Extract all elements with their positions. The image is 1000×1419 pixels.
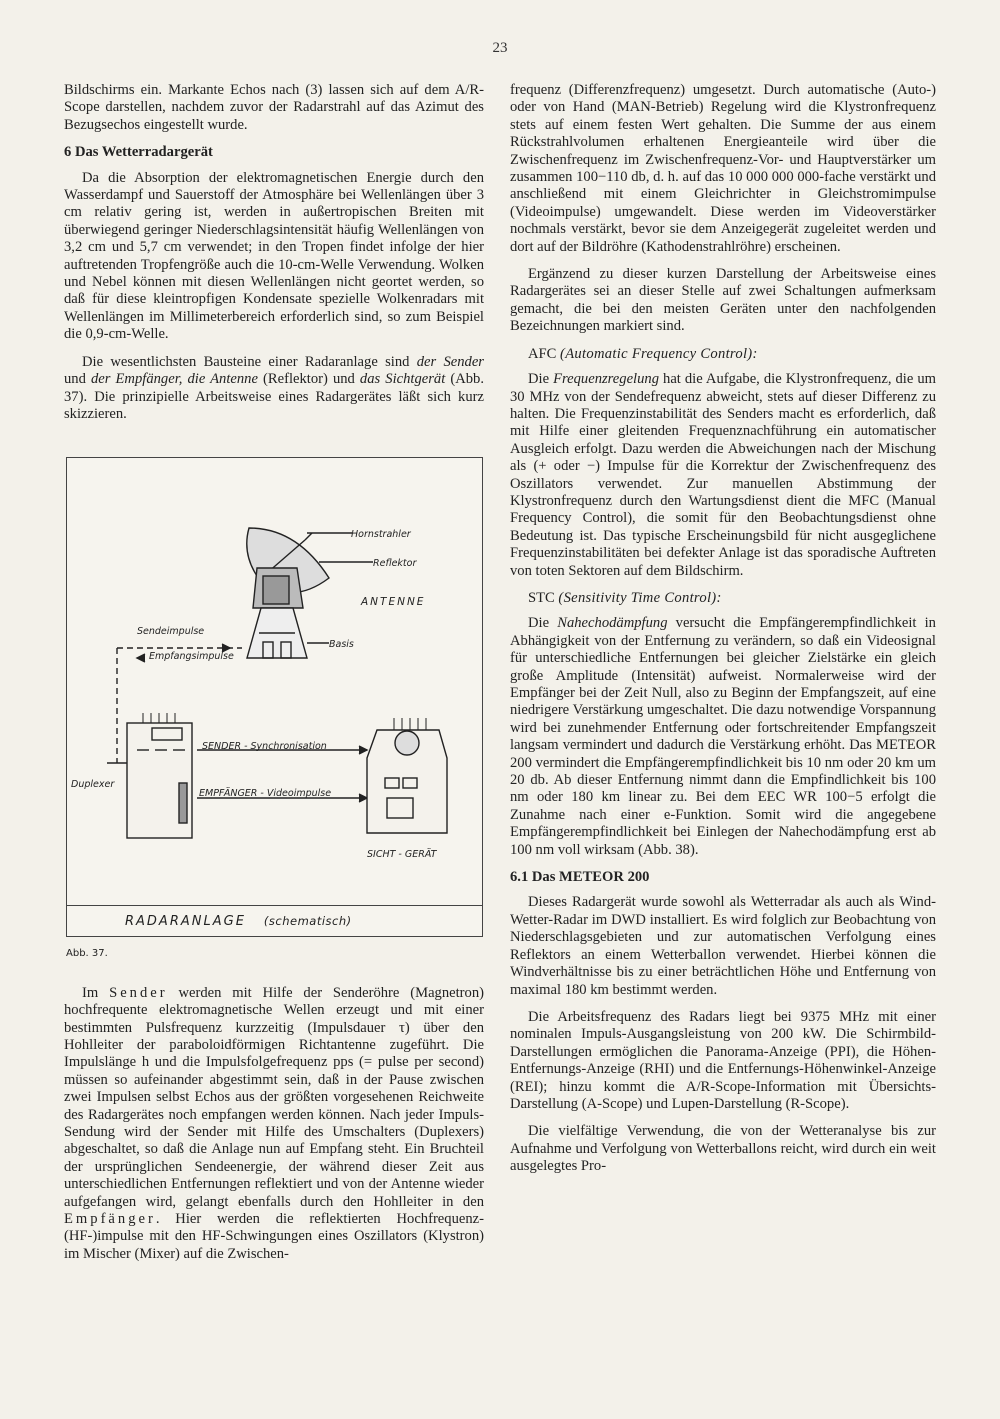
section-heading-6-1: 6.1 Das METEOR 200 [510, 869, 650, 886]
paragraph-absorption: Da die Absorption der elektromagnetischen Energie durch den Wasserdampf und Sauerstoff der Atmosphäre bei Wellenlängen über 3 cm relativ gering ist, werden in außertropischen Breiten mit überwiegend geringer Niederschlagsintensität häufig Wellenlängen von 3,2 cm und 5,7 cm verwendet; in den Tropen findet infolge der hier auftretenden Tropfengröße auch die 10-cm-Welle Verwendung. Wolken und Nebel können mit diesen Wellenlängen nicht geortet werden, so daß für diese kleintropfigen Kondensate spezielle Wolkenradars mit Wellenlängen im Millimeterbereich erforderlich sind, so zum Beispiel die 0,9-cm-Welle. [64, 169, 484, 343]
sicht-geraet-label: SICHT - GERÄT [367, 849, 437, 861]
paragraph-continued: Bildschirms ein. Markante Echos nach (3) lassen sich auf dem A/R-Scope darstellen, nachdem zuvor der Radarstrahl auf das Azimut des Bezugsechos eingestellt wurde. [64, 82, 484, 133]
left-column [64, 82, 484, 1273]
paragraph-meteor-intro: Dieses Radargerät wurde sowohl als Wetterradar als auch als Wind-Wetter-Radar im DWD installiert. Es wird folglich zur Beobachtung von Niederschlagsgebieten und zur automatischen Verfolgung eines Reflektors an einem Wetterballon verwendet. Hierbei können die Windverhältnisse bis zu einer beträchtlichen Höhe und Entfernung von maximal 180 km bestimmt werden. [510, 894, 936, 998]
page-number: 23 [492, 40, 508, 56]
duplexer-label: Duplexer [71, 779, 115, 791]
hornstrahler-label: Hornstrahler [351, 529, 411, 541]
paragraph-sender: Im Sender werden mit Hilfe der Senderöhre (Magnetron) hochfrequente elektromagnetische Wellen erzeugt und mit einer bestimmten Pulsfrequenz kurzzeitig (Impulsdauer τ) über den Hohlleiter der paraboloidförmigen Richtantenne zugeführt. Die Impulslänge h und die Impulsfolgefrequenz pps (= pulse per second) müssen so aufeinander abgestimmt sein, daß in der Pause zwischen zwei Impulsen selbst Echos aus der größten vorgesehenen Reichweite des Radargerätes noch empfangen werden können. Nach jeder Impuls-Sendung wird der Sender mit Hilfe des Umschalters (Duplexers) abgeschaltet, so daß die Anlage nun auf Empfang steht. Ein Bruchteil der ursprünglichen Sendeenergie, der während dieser Zeit aus unterschiedlichen Entfernungen reflektiert und von der Antenne wieder aufgefangen wird, gelangt ebenfalls durch den Hohlleiter in den Empfänger. Hier werden die reflektierten Hochfrequenz-(HF-)impulse mit den HF-Schwingungen eines Oszillators (Klystron) im Mischer (Mixer) auf die Zwischen- [64, 984, 484, 1262]
figure-title: RADARANLAGE (schematisch) [67, 905, 482, 936]
basis-label: Basis [329, 639, 354, 651]
paragraph-continued-right: frequenz (Differenzfrequenz) umgesetzt. Durch automatische (Auto-) oder von Hand (MAN-Betrieb) Regelung wird die Klystronfrequenz stets auf einem festen Wert gehalten. Die Summe der aus einem Rückstrahlvolumen erhaltenen Energieanteile wird über die Zwischenfrequenz im Zwischenfrequenz-Vor- und Hauptverstärker um zusammen 100−110 db, d. h. auf das 10 000 000 000-fache verstärkt und anschließend mit einem Gleichrichter in Gleichstromimpulse (Videoimpulse) umgewandelt. Diese werden im Videoverstärker nochmals verstärkt, bevor sie dem Anzeigegerät zugeleitet werden und dort auf der Bildröhre (Kathodenstrahlröhre) erscheinen. [510, 82, 936, 255]
reflektor-label: Reflektor [373, 558, 417, 570]
sendeimpulse-label: Sendeimpulse [137, 626, 205, 638]
empfaenger-videoimpulse-label: EMPFÄNGER - Videoimpulse [199, 788, 332, 800]
right-column [510, 82, 936, 1186]
section-heading-6: 6 Das Wetterradargerät [64, 144, 213, 161]
paragraph-stc: Die Nahechodämpfung versucht die Empfängerempfindlichkeit in Abhängigkeit von der Entfernung zu verändern, so daß ein Videosignal für unterschiedliche Entfernungen bei gleicher Zielstärke ein gleich große Amplitude (Intensität) aufweist. Normalerweise wird der Empfänger bei der Zeit Null, also zu Beginn der Empfangszeit, auf eine niedrigere Verstärkung umgeschaltet. Die dazu notwendige Vorspannung wird bei zunehmender Entfernung oder fortschreitender Empfangszeit langsam vermindert und dadurch die Verstärkung erhöht. Das METEOR 200 vermindert die Empfängerempfindlichkeit bis 10 nm oder 20 km um 20 db. Ab dieser Entfernung nimmt dann die Empfindlichkeit bis 100 nm oder 180 km linear zu. Bei dem EEC WR 100−5 erfolgt die Zunahme nach einer e-Funktion. Somit wird die angegebene Empfängerempfindlichkeit bei Einlegen der Nahechodämpfung erst ab 100 nm voll wirksam (Abb. 38). [510, 615, 936, 858]
antenne-label: ANTENNE [361, 596, 426, 609]
paragraph-afc: Die Frequenzregelung hat die Aufgabe, die Klystronfrequenz, die um 30 MHz von der Sendefrequenz abweicht, stets auf dieser Differenz zu halten. Die Frequenzinstabilität des Senders macht es erforderlich, daß mit Hilfe einer gleitenden Frequenznachführung ein automatischer Ausgleich erfolgt. Dazu werden die Abweichungen nach der Mischung als (+ oder −) Impulse für die Korrektur der Zwischenfrequenz des Oszillators verwendet. Zur manuellen Abstimmung der Klystronfrequenz durch den Wartungsdienst dient die MFC (Manual Frequency Control), die somit für den Beobachtungsdienst ohne Bedeutung ist. Das typische Erscheinungsbild für nicht ausgeglichene Frequenzinstabilitäten bei defekter Anlage ist das sporadische Auftreten von toten Sektoren auf dem Bildschirm. [510, 371, 936, 579]
radar-schematic-figure [66, 457, 483, 937]
figure-caption: Abb. 37. [66, 948, 108, 960]
paragraph-supplement: Ergänzend zu dieser kurzen Darstellung der Arbeitsweise eines Radargerätes sei an dieser Stelle auf zwei Schaltungen aufmerksam gemacht, die bei den meisten Geräten unter den nachfolgenden Bezeichnungen markiert sind. [510, 266, 936, 335]
paragraph-frequency: Die Arbeitsfrequenz des Radars liegt bei 9375 MHz mit einer nominalen Impuls-Ausgangsleistung von 200 kW. Die Schirmbild-Darstellungen ermöglichen die Panorama-Anzeige (PPI), die Höhen-Entfernungs-Anzeige (RHI) und die Entfernungs-Höhenwinkel-Anzeige (REI); hinzu kommt die A/R-Scope-Information mit Übersichts-Darstellung (A-Scope) und Lupen-Darstellung (R-Scope). [510, 1008, 936, 1112]
paragraph-usage: Die vielfältige Verwendung, die von der Wetteranalyse bis zur Aufnahme und Verfolgung von Wetterballons reicht, wird durch ein weit ausgelegtes Pro- [510, 1123, 936, 1175]
sender-synchronisation-label: SENDER - Synchronisation [202, 741, 327, 753]
radar-schematic-drawing [67, 458, 482, 906]
afc-heading: AFC (Automatic Frequency Control): [528, 345, 758, 362]
paragraph-components: Die wesentlichsten Bausteine einer Radaranlage sind der Sender und der Empfänger, die Antenne (Reflektor) und das Sichtgerät (Abb. 37). Die prinzipielle Arbeitsweise eines Radargerätes läßt sich kurz skizzieren. [64, 353, 484, 422]
stc-heading: STC (Sensitivity Time Control): [528, 589, 722, 606]
empfangsimpulse-label: Empfangsimpulse [149, 651, 234, 663]
